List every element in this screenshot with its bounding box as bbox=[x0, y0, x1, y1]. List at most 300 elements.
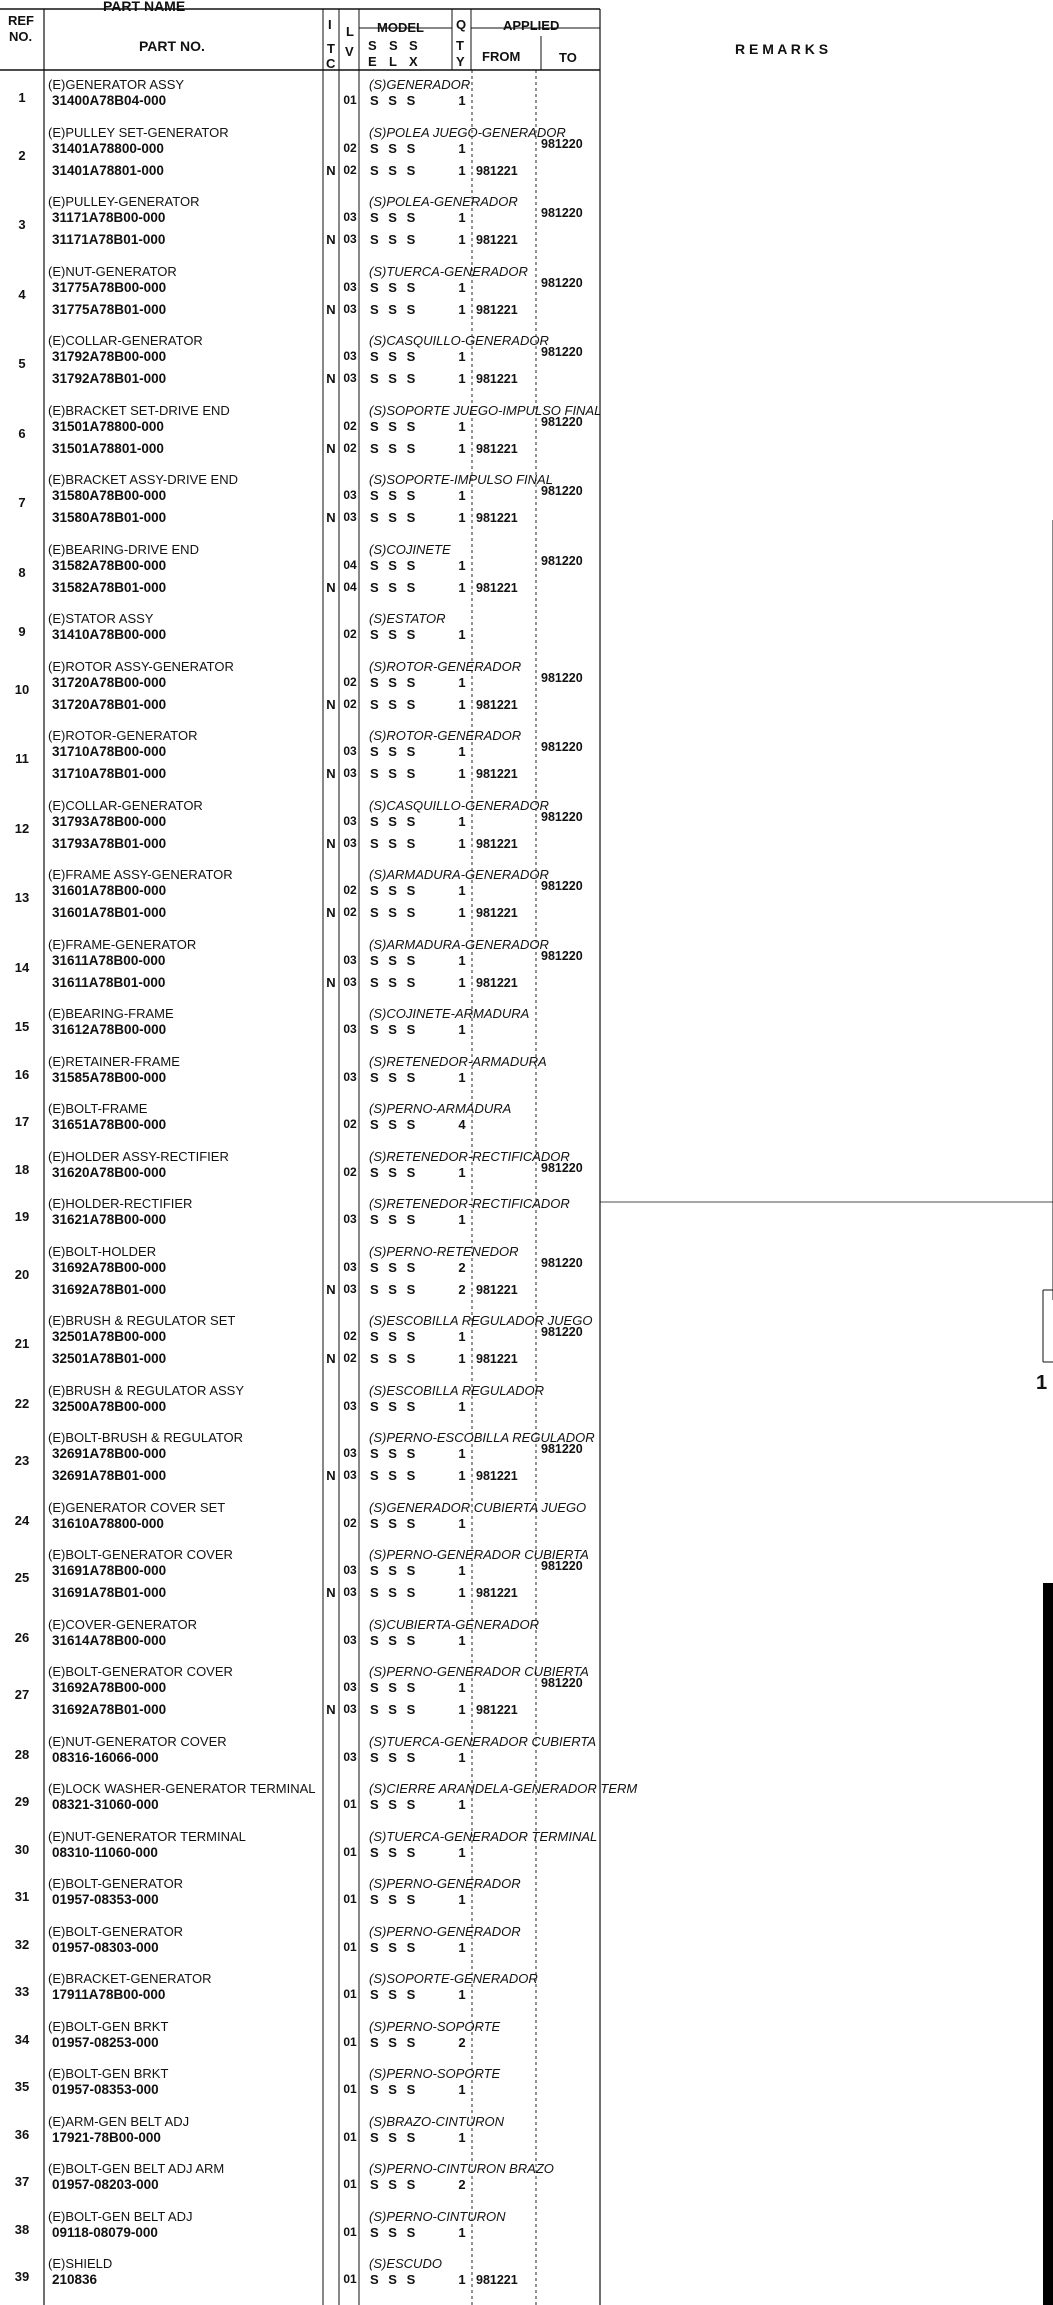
level-code: 01 bbox=[343, 1987, 357, 2001]
model-applicability: S S S bbox=[370, 1446, 416, 1461]
spanish-description: (S)SOPORTE-IMPULSO FINAL bbox=[369, 472, 553, 487]
part-number: 210836 bbox=[52, 2272, 98, 2287]
level-code: 03 bbox=[343, 835, 357, 850]
part-name: (E)BOLT-HOLDER bbox=[48, 1243, 157, 1259]
applied-to: 981220 bbox=[541, 670, 583, 685]
part-number: 31775A78B01-000 bbox=[52, 301, 167, 317]
applied-to: 981220 bbox=[541, 345, 583, 359]
ref-number: 6 bbox=[18, 425, 26, 441]
level-code: 03 bbox=[343, 1022, 357, 1036]
part-name: (E)NUT-GENERATOR TERMINAL bbox=[48, 1828, 246, 1844]
spanish-description: (S)RETENEDOR-ARMADURA bbox=[369, 1053, 547, 1069]
spanish-description: (S)SOPORTE JUEGO-IMPULSO FINAL bbox=[369, 402, 602, 418]
quantity: 1 bbox=[458, 1987, 466, 2002]
level-code: 03 bbox=[343, 974, 357, 989]
part-name: (E)COLLAR-GENERATOR bbox=[48, 797, 203, 813]
level-code: 03 bbox=[343, 1632, 357, 1647]
level-code: 02 bbox=[343, 440, 357, 455]
level-code: 03 bbox=[343, 488, 357, 502]
part-number: 17921-78B00-000 bbox=[52, 2129, 161, 2145]
level-code: 01 bbox=[343, 93, 357, 107]
quantity: 2 bbox=[458, 1259, 466, 1275]
spanish-description: (S)ESTATOR bbox=[369, 611, 446, 626]
ref-number: 19 bbox=[14, 1209, 30, 1224]
spanish-description: (S)TUERCA-GENERADOR CUBIERTA bbox=[369, 1733, 597, 1749]
model-applicability: S S S bbox=[370, 974, 416, 990]
ref-number: 27 bbox=[14, 1687, 30, 1702]
itc-flag: N bbox=[326, 1585, 336, 1600]
model-applicability: S S S bbox=[370, 1844, 416, 1860]
part-name: (E)BRACKET-GENERATOR bbox=[48, 1971, 212, 1986]
model-applicability: S S S bbox=[370, 1585, 416, 1600]
ref-number: 17 bbox=[14, 1114, 30, 1129]
ref-number: 11 bbox=[15, 751, 29, 766]
quantity: 1 bbox=[458, 2272, 466, 2287]
level-code: 01 bbox=[343, 1939, 357, 1954]
quantity: 1 bbox=[458, 1939, 466, 1955]
model-header: MODEL bbox=[377, 20, 424, 35]
model-applicability: S S S bbox=[370, 766, 416, 781]
applied-to: 981220 bbox=[541, 1442, 583, 1456]
part-number: 31582A78B01-000 bbox=[52, 579, 167, 595]
applied-from: 981221 bbox=[476, 372, 518, 386]
qty-header-y: Y bbox=[456, 54, 465, 69]
model-applicability: S S S bbox=[370, 301, 416, 317]
part-name: (E)FRAME-GENERATOR bbox=[48, 936, 197, 952]
qty-header-q: Q bbox=[456, 17, 467, 32]
model-applicability: S S S bbox=[370, 696, 416, 712]
part-name-label: PART NAME bbox=[103, 0, 186, 14]
level-code: 03 bbox=[343, 1398, 357, 1413]
ref-number: 8 bbox=[18, 564, 26, 580]
level-code: 01 bbox=[343, 2129, 357, 2144]
model-applicability: S S S bbox=[370, 557, 416, 573]
part-name: (E)BOLT-GENERATOR bbox=[48, 1876, 184, 1891]
part-number: 31710A78B00-000 bbox=[52, 744, 167, 759]
level-code: 02 bbox=[343, 1164, 357, 1179]
part-name: (E)NUT-GENERATOR bbox=[48, 263, 177, 279]
part-name: (E)STATOR ASSY bbox=[48, 611, 154, 626]
part-name: (E)ARM-GEN BELT ADJ bbox=[48, 2113, 190, 2129]
applied-from: 981221 bbox=[476, 441, 518, 456]
applied-to: 981220 bbox=[541, 414, 583, 429]
model-applicability: S S S bbox=[370, 488, 416, 503]
model-subcode-2: L bbox=[389, 54, 397, 69]
spanish-description: (S)ESCOBILLA REGULADOR JUEGO bbox=[369, 1313, 593, 1328]
itc-flag: N bbox=[326, 579, 336, 595]
quantity: 1 bbox=[458, 1468, 466, 1483]
level-code: 03 bbox=[343, 1069, 357, 1084]
level-code: 02 bbox=[343, 1351, 357, 1365]
part-number: 31775A78B00-000 bbox=[52, 279, 167, 295]
model-applicability: S S S bbox=[370, 1069, 416, 1085]
part-number: 01957-08203-000 bbox=[52, 2177, 159, 2192]
level-code: 02 bbox=[343, 674, 357, 689]
ref-number: 2 bbox=[18, 147, 26, 163]
quantity: 1 bbox=[458, 1164, 466, 1180]
level-code: 03 bbox=[343, 1680, 357, 1694]
level-code: 03 bbox=[343, 510, 357, 524]
spanish-description: (S)PERNO-RETENEDOR bbox=[369, 1243, 519, 1259]
level-code: 03 bbox=[343, 813, 357, 828]
quantity: 2 bbox=[458, 2034, 466, 2050]
quantity: 1 bbox=[458, 1446, 466, 1461]
part-number: 31585A78B00-000 bbox=[52, 1069, 167, 1085]
part-number: 31720A78B01-000 bbox=[52, 696, 167, 712]
quantity: 1 bbox=[458, 1212, 466, 1227]
itc-header-i: I bbox=[328, 17, 332, 32]
part-number: 31580A78B00-000 bbox=[52, 488, 167, 503]
model-applicability: S S S bbox=[370, 1563, 416, 1578]
spanish-description: (S)ROTOR-GENERADOR bbox=[369, 728, 522, 743]
level-code: 04 bbox=[343, 557, 357, 572]
quantity: 1 bbox=[458, 93, 466, 108]
model-subcode-3: X bbox=[409, 54, 418, 69]
itc-flag: N bbox=[326, 1468, 336, 1483]
part-number: 32501A78B00-000 bbox=[52, 1329, 167, 1344]
model-applicability: S S S bbox=[370, 2177, 416, 2192]
applied-from: 981221 bbox=[476, 836, 518, 851]
part-number: 31611A78B00-000 bbox=[52, 952, 166, 968]
part-number: 31610A78800-000 bbox=[52, 1515, 164, 1531]
model-applicability: S S S bbox=[370, 1281, 416, 1297]
model-applicability: S S S bbox=[370, 1117, 416, 1132]
model-subcode-1: E bbox=[368, 54, 377, 69]
spanish-description: (S)SOPORTE-GENERADOR bbox=[369, 1971, 538, 1986]
part-number: 31692A78B01-000 bbox=[52, 1702, 167, 1717]
part-name: (E)HOLDER ASSY-RECTIFIER bbox=[48, 1148, 229, 1164]
model-applicability: S S S bbox=[370, 744, 416, 759]
level-code: 03 bbox=[343, 1468, 357, 1482]
ref-number: 21 bbox=[14, 1336, 30, 1351]
quantity: 1 bbox=[458, 952, 466, 968]
model-applicability: S S S bbox=[370, 1329, 416, 1344]
ref-number: 10 bbox=[14, 681, 30, 697]
quantity: 1 bbox=[458, 1022, 466, 1037]
part-name: (E)GENERATOR COVER SET bbox=[48, 1499, 226, 1515]
applied-to: 981220 bbox=[541, 275, 583, 290]
level-code: 01 bbox=[343, 2034, 357, 2049]
applied-from: 981221 bbox=[476, 906, 518, 920]
part-number: 31580A78B01-000 bbox=[52, 510, 167, 525]
page-edge-black-band bbox=[1043, 1583, 1053, 2305]
spanish-description: (S)BRAZO-CINTURON bbox=[369, 2113, 505, 2129]
level-code: 02 bbox=[343, 883, 357, 897]
level-code: 02 bbox=[343, 1117, 357, 1131]
part-name: (E)BOLT-GENERATOR COVER bbox=[48, 1547, 233, 1562]
quantity: 1 bbox=[458, 1632, 466, 1648]
part-name: (E)BRUSH & REGULATOR SET bbox=[48, 1313, 236, 1328]
quantity: 1 bbox=[458, 1680, 466, 1695]
part-name: (E)RETAINER-FRAME bbox=[48, 1053, 180, 1069]
part-number: 08310-11060-000 bbox=[52, 1844, 158, 1860]
level-code: 02 bbox=[343, 140, 357, 155]
part-number: 31601A78B01-000 bbox=[52, 905, 167, 920]
spanish-description: (S)RETENEDOR-RECTIFICADOR bbox=[369, 1196, 570, 1211]
part-number: 08316-16066-000 bbox=[52, 1749, 159, 1765]
quantity: 1 bbox=[458, 2129, 466, 2145]
applied-to: 981220 bbox=[541, 1559, 583, 1573]
model-code-1: S bbox=[368, 38, 377, 53]
to-header: TO bbox=[559, 50, 577, 65]
level-code: 01 bbox=[343, 2272, 357, 2286]
part-name: (E)ROTOR ASSY-GENERATOR bbox=[48, 658, 234, 674]
level-code: 02 bbox=[343, 1329, 357, 1343]
part-number: 31720A78B00-000 bbox=[52, 674, 167, 690]
level-code: 01 bbox=[343, 2177, 357, 2191]
part-name: (E)LOCK WASHER-GENERATOR TERMINAL bbox=[48, 1781, 316, 1796]
model-applicability: S S S bbox=[370, 1351, 416, 1366]
spanish-description: (S)PERNO-CINTURON BRAZO bbox=[369, 2161, 554, 2176]
quantity: 1 bbox=[458, 301, 466, 317]
applied-to: 981220 bbox=[541, 948, 583, 963]
quantity: 2 bbox=[458, 2177, 466, 2192]
part-number: 31611A78B01-000 bbox=[52, 974, 166, 990]
part-number: 01957-08353-000 bbox=[52, 2082, 159, 2097]
part-name: (E)PULLEY-GENERATOR bbox=[48, 194, 200, 209]
spanish-description: (S)POLEA-GENERADOR bbox=[369, 194, 518, 209]
spanish-description: (S)CIERRE ARANDELA-GENERADOR TERM bbox=[369, 1781, 638, 1796]
ref-number: 15 bbox=[14, 1019, 30, 1034]
applied-from: 981221 bbox=[476, 233, 518, 247]
itc-flag: N bbox=[326, 440, 336, 456]
quantity: 1 bbox=[458, 1398, 466, 1414]
model-applicability: S S S bbox=[370, 835, 416, 851]
model-applicability: S S S bbox=[370, 1702, 416, 1717]
applied-to: 981220 bbox=[541, 484, 583, 498]
quantity: 1 bbox=[458, 162, 466, 178]
ref-number: 31 bbox=[14, 1889, 30, 1904]
applied-from: 981221 bbox=[476, 975, 518, 990]
itc-flag: N bbox=[326, 1281, 336, 1297]
part-name: (E)BOLT-GEN BELT ADJ bbox=[48, 2208, 193, 2224]
ref-number: 13 bbox=[14, 890, 30, 905]
ref-number: 25 bbox=[14, 1570, 30, 1585]
quantity: 1 bbox=[458, 1844, 466, 1860]
quantity: 1 bbox=[458, 510, 466, 525]
lv-header-v: V bbox=[345, 44, 354, 59]
quantity: 4 bbox=[458, 1117, 466, 1132]
spanish-description: (S)GENERADOR bbox=[369, 77, 471, 92]
itc-flag: N bbox=[326, 371, 336, 386]
part-number: 31501A78800-000 bbox=[52, 418, 164, 434]
quantity: 1 bbox=[458, 2082, 466, 2097]
spanish-description: (S)RETENEDOR-RECTIFICADOR bbox=[369, 1148, 570, 1164]
part-number: 31401A78801-000 bbox=[52, 162, 164, 178]
level-code: 03 bbox=[343, 1212, 357, 1226]
level-code: 02 bbox=[343, 905, 357, 919]
level-code: 03 bbox=[343, 349, 357, 363]
ref-number: 18 bbox=[14, 1161, 30, 1177]
level-code: 02 bbox=[343, 627, 357, 641]
quantity: 1 bbox=[458, 627, 466, 642]
quantity: 1 bbox=[458, 579, 466, 595]
ref-number: 34 bbox=[14, 2031, 30, 2047]
model-applicability: S S S bbox=[370, 93, 416, 108]
part-number: 31614A78B00-000 bbox=[52, 1632, 167, 1648]
applied-to: 981220 bbox=[541, 879, 583, 893]
applied-to: 981220 bbox=[541, 1160, 583, 1175]
ref-number: 26 bbox=[14, 1629, 30, 1645]
part-number: 01957-08353-000 bbox=[52, 1892, 159, 1907]
quantity: 2 bbox=[458, 1281, 466, 1297]
model-applicability: S S S bbox=[370, 905, 416, 920]
itc-flag: N bbox=[326, 905, 336, 920]
level-code: 03 bbox=[343, 1702, 357, 1716]
level-code: 02 bbox=[343, 696, 357, 711]
part-number: 32691A78B00-000 bbox=[52, 1446, 167, 1461]
model-applicability: S S S bbox=[370, 279, 416, 295]
itc-flag: N bbox=[326, 696, 336, 712]
ref-number: 24 bbox=[14, 1512, 30, 1528]
part-name: (E)GENERATOR ASSY bbox=[48, 77, 185, 92]
part-number: 31410A78B00-000 bbox=[52, 627, 167, 642]
model-applicability: S S S bbox=[370, 2224, 416, 2240]
part-number: 32691A78B01-000 bbox=[52, 1468, 167, 1483]
model-applicability: S S S bbox=[370, 1892, 416, 1907]
level-code: 03 bbox=[343, 1446, 357, 1460]
model-applicability: S S S bbox=[370, 2034, 416, 2050]
part-number: 31620A78B00-000 bbox=[52, 1164, 167, 1180]
level-code: 02 bbox=[343, 162, 357, 177]
part-number: 31582A78B00-000 bbox=[52, 557, 167, 573]
ref-number: 30 bbox=[14, 1841, 30, 1857]
quantity: 1 bbox=[458, 1515, 466, 1531]
applied-from: 981221 bbox=[476, 163, 518, 178]
level-code: 01 bbox=[343, 2224, 357, 2239]
level-code: 03 bbox=[343, 1281, 357, 1296]
part-name: (E)BOLT-BRUSH & REGULATOR bbox=[48, 1430, 244, 1445]
applied-to: 981220 bbox=[541, 553, 583, 568]
level-code: 03 bbox=[343, 766, 357, 780]
ref-number: 16 bbox=[14, 1066, 30, 1082]
part-name: (E)BOLT-GENERATOR bbox=[48, 1923, 184, 1939]
level-code: 03 bbox=[343, 301, 357, 316]
spanish-description: (S)CUBIERTA-GENERADOR bbox=[369, 1616, 539, 1632]
level-code: 03 bbox=[343, 952, 357, 967]
itc-header-c: C bbox=[326, 56, 336, 71]
part-number: 31710A78B01-000 bbox=[52, 766, 167, 781]
part-number: 31793A78B01-000 bbox=[52, 835, 167, 851]
ref-number: 23 bbox=[14, 1453, 30, 1468]
level-code: 03 bbox=[343, 232, 357, 246]
spanish-description: (S)PERNO-ARMADURA bbox=[369, 1101, 512, 1116]
quantity: 1 bbox=[458, 232, 466, 247]
model-code-2: S bbox=[389, 38, 398, 53]
model-applicability: S S S bbox=[370, 2129, 416, 2145]
quantity: 1 bbox=[458, 1069, 466, 1085]
applied-to: 981220 bbox=[541, 136, 583, 151]
spanish-description: (S)PERNO-SOPORTE bbox=[369, 2018, 501, 2034]
part-number: 31792A78B01-000 bbox=[52, 371, 167, 386]
part-name: (E)ROTOR-GENERATOR bbox=[48, 728, 198, 743]
itc-flag: N bbox=[326, 301, 336, 317]
applied-from: 981221 bbox=[476, 767, 518, 781]
model-applicability: S S S bbox=[370, 1749, 416, 1765]
part-name: (E)PULLEY SET-GENERATOR bbox=[48, 124, 229, 140]
quantity: 1 bbox=[458, 974, 466, 990]
part-number: 17911A78B00-000 bbox=[52, 1987, 166, 2002]
part-name: (E)COLLAR-GENERATOR bbox=[48, 333, 203, 348]
part-name: (E)BRACKET ASSY-DRIVE END bbox=[48, 472, 238, 487]
ref-number: 5 bbox=[18, 356, 26, 371]
quantity: 1 bbox=[458, 2224, 466, 2240]
model-applicability: S S S bbox=[370, 883, 416, 898]
applied-from: 981221 bbox=[476, 580, 518, 595]
model-applicability: S S S bbox=[370, 627, 416, 642]
itc-flag: N bbox=[326, 510, 336, 525]
model-applicability: S S S bbox=[370, 1164, 416, 1180]
spanish-description: (S)ARMADURA-GENERADOR bbox=[369, 936, 549, 952]
part-name: (E)BOLT-GEN BELT ADJ ARM bbox=[48, 2161, 225, 2176]
level-code: 01 bbox=[343, 1892, 357, 1906]
applied-to: 981220 bbox=[541, 206, 583, 220]
part-number: 01957-08303-000 bbox=[52, 1939, 159, 1955]
ref-number: 3 bbox=[18, 217, 26, 232]
part-name: (E)BRACKET SET-DRIVE END bbox=[48, 402, 230, 418]
model-applicability: S S S bbox=[370, 1987, 416, 2002]
level-code: 03 bbox=[343, 1563, 357, 1577]
spanish-description: (S)ESCUDO bbox=[369, 2256, 442, 2271]
spanish-description: (S)CASQUILLO-GENERADOR bbox=[369, 797, 549, 813]
spanish-description: (S)COJINETE bbox=[369, 541, 451, 557]
part-number: 31651A78B00-000 bbox=[52, 1117, 167, 1132]
quantity: 1 bbox=[458, 1797, 466, 1812]
ref-number: 36 bbox=[14, 2126, 30, 2142]
part-name: (E)SHIELD bbox=[48, 2256, 113, 2271]
spanish-description: (S)PERNO-CINTURON bbox=[369, 2208, 506, 2224]
part-number: 31401A78800-000 bbox=[52, 140, 164, 156]
model-applicability: S S S bbox=[370, 674, 416, 690]
ref-number: 37 bbox=[14, 2174, 30, 2189]
applied-from: 981221 bbox=[476, 302, 518, 317]
model-applicability: S S S bbox=[370, 1259, 416, 1275]
quantity: 1 bbox=[458, 1892, 466, 1907]
part-name: (E)HOLDER-RECTIFIER bbox=[48, 1196, 193, 1211]
part-name: (E)NUT-GENERATOR COVER bbox=[48, 1733, 227, 1749]
quantity: 1 bbox=[458, 744, 466, 759]
ref-header-line2: NO. bbox=[9, 29, 33, 44]
spanish-description: (S)COJINETE-ARMADURA bbox=[369, 1006, 530, 1021]
part-number: 31612A78B00-000 bbox=[52, 1022, 167, 1037]
model-applicability: S S S bbox=[370, 210, 416, 225]
applied-to: 981220 bbox=[541, 809, 583, 824]
ref-number: 4 bbox=[18, 286, 26, 302]
model-applicability: S S S bbox=[370, 1515, 416, 1531]
part-number: 32500A78B00-000 bbox=[52, 1398, 167, 1414]
applied-from: 981221 bbox=[476, 2273, 518, 2287]
level-code: 03 bbox=[343, 210, 357, 224]
itc-flag: N bbox=[326, 232, 336, 247]
model-applicability: S S S bbox=[370, 510, 416, 525]
spanish-description: (S)PERNO-GENERADOR bbox=[369, 1876, 521, 1891]
part-number: 31621A78B00-000 bbox=[52, 1212, 167, 1227]
spanish-description: (S)ARMADURA-GENERADOR bbox=[369, 867, 549, 882]
quantity: 1 bbox=[458, 883, 466, 898]
ref-number: 39 bbox=[14, 2269, 30, 2284]
spanish-description: (S)GENERADOR CUBIERTA JUEGO bbox=[369, 1499, 587, 1515]
ref-number: 33 bbox=[14, 1984, 30, 1999]
part-number: 31601A78B00-000 bbox=[52, 883, 167, 898]
applied-from: 981221 bbox=[476, 1703, 518, 1717]
quantity: 1 bbox=[458, 835, 466, 851]
applied-to: 981220 bbox=[541, 740, 583, 754]
part-number: 32501A78B01-000 bbox=[52, 1351, 167, 1366]
part-number: 31501A78801-000 bbox=[52, 440, 164, 456]
part-name: (E)BOLT-GEN BRKT bbox=[48, 2066, 169, 2081]
ref-number: 1 bbox=[18, 90, 26, 105]
ref-number: 7 bbox=[18, 495, 26, 510]
